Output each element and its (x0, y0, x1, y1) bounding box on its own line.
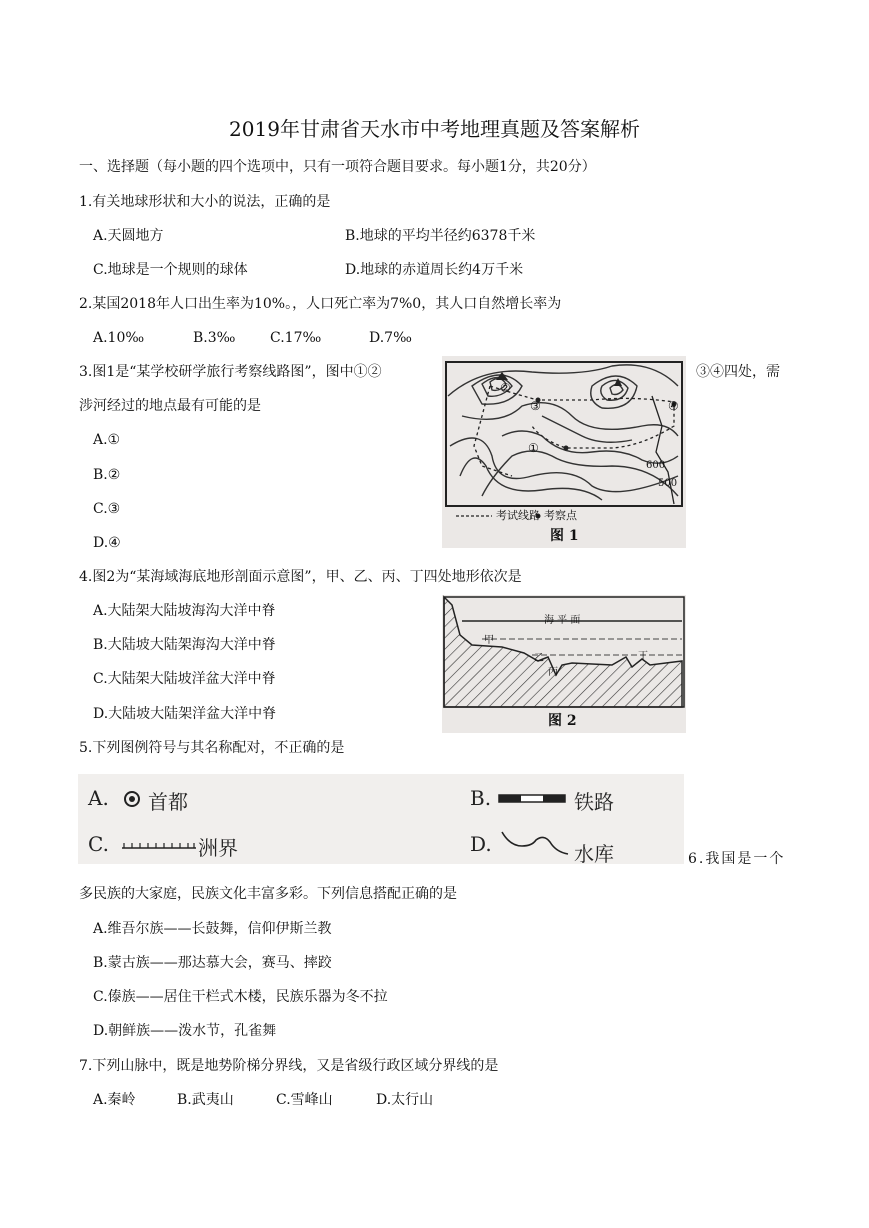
q7-option-a: A.秦岭 (93, 1092, 136, 1108)
legend-name-railway: 铁路 (574, 790, 614, 814)
q1-option-b: B.地球的平均半径约6378千米 (345, 228, 536, 244)
q3-stem-left: 3.图1是“某学校研学旅行考察线路图”，图中①② (79, 364, 382, 380)
q6-stem-tail: 6.我国是一个 (688, 851, 786, 867)
figure-2-caption: 图 2 (548, 713, 577, 729)
figure-1-mark-1: ① (528, 441, 539, 455)
q3-stem-cont: 涉河经过的地点最有可能的是 (79, 398, 261, 414)
q4-option-c: C.大陆架大陆坡洋盆大洋中脊 (93, 671, 276, 687)
q2-stem: 2.某国2018年人口出生率为10%。，人口死亡率为7%0，其人口自然增长率为 (79, 296, 562, 312)
q4-option-b: B.大陆坡大陆架海沟大洋中脊 (93, 637, 276, 653)
q4-option-d: D.大陆坡大陆架洋盆大洋中脊 (93, 706, 277, 722)
q7-stem: 7.下列山脉中，既是地势阶梯分界线，又是省级行政区域分界线的是 (79, 1058, 499, 1074)
q6-option-b: B.蒙古族——那达慕大会，赛马、摔跤 (93, 955, 332, 971)
q2-option-d: D.7‰ (369, 330, 412, 346)
figure-1-mark-3: ③ (530, 399, 541, 413)
q2-option-a: A.10‰ (93, 330, 145, 346)
legend-key-c: C. (88, 832, 109, 856)
label-yi: 乙 (534, 653, 544, 664)
sea-level-label: 海 平 面 (544, 615, 581, 626)
q2-option-b: B.3‰ (193, 330, 236, 346)
q7-option-c: C.雪峰山 (276, 1092, 333, 1108)
contour-label-500: 500 (658, 478, 678, 489)
capital-symbol-icon (122, 789, 142, 809)
q6-stem-cont: 多民族的大家庭，民族文化丰富多彩。下列信息搭配正确的是 (79, 886, 457, 902)
q1-option-d: D.地球的赤道周长约4万千米 (345, 262, 524, 278)
figure-1-mark-4: ④ (668, 399, 679, 413)
contour-label-600: 600 (646, 460, 666, 471)
q4-option-a: A.大陆架大陆坡海沟大洋中脊 (93, 603, 276, 619)
figure-1-caption: 图 1 (550, 528, 579, 544)
label-bing: 丙 (548, 667, 558, 678)
q7-option-b: B.武夷山 (177, 1092, 234, 1108)
q5-stem: 5.下列图例符号与其名称配对，不正确的是 (79, 740, 345, 756)
q6-option-a: A.维吾尔族——长鼓舞，信仰伊斯兰教 (93, 921, 332, 937)
legend-name-capital: 首都 (148, 790, 188, 814)
q3-option-d: D.④ (93, 535, 121, 551)
q3-option-a: A.① (93, 432, 121, 448)
reservoir-symbol-icon (498, 828, 578, 864)
q3-option-b: B.② (93, 467, 121, 483)
legend-name-continent-boundary: 洲界 (198, 836, 238, 860)
legend-point-label: 考察点 (544, 509, 577, 522)
q3-option-c: C.③ (93, 501, 121, 517)
q1-option-c: C.地球是一个规则的球体 (93, 262, 248, 278)
legend-route-label: 考试线路 (496, 509, 540, 522)
legend-key-a: A. (88, 786, 109, 810)
q1-stem: 1.有关地球形状和大小的说法，正确的是 (79, 194, 331, 210)
page-title: 2019年甘肃省天水市中考地理真题及答案解析 (229, 117, 640, 141)
map-symbol-legend-image (78, 774, 684, 864)
q4-stem: 4.图2为“某海域海底地形剖面示意图”，甲、乙、丙、丁四处地形依次是 (79, 569, 522, 585)
q2-option-c: C.17‰ (270, 330, 322, 346)
figure-1-mark-2: ② (500, 381, 511, 395)
figure-2-seabed-profile (442, 595, 686, 733)
q3-stem-right: ③④四处，需 (696, 364, 780, 380)
label-ding: 丁 (638, 651, 648, 662)
legend-key-b: B. (470, 786, 492, 810)
continent-boundary-symbol-icon (122, 840, 198, 850)
q7-option-d: D.太行山 (376, 1092, 434, 1108)
legend-name-reservoir: 水库 (574, 842, 614, 866)
q1-option-a: A.天圆地方 (93, 228, 164, 244)
legend-key-d: D. (470, 832, 492, 856)
section-heading: 一、选择题（每小题的四个选项中，只有一项符合题目要求。每小题1分，共20分） (79, 159, 596, 175)
label-jia: 甲 (484, 635, 494, 646)
figure-1-contour-map (442, 356, 686, 548)
q6-option-c: C.傣族——居住干栏式木楼，民族乐器为冬不拉 (93, 989, 388, 1005)
railway-symbol-icon (498, 793, 568, 805)
q6-option-d: D.朝鲜族——泼水节，孔雀舞 (93, 1023, 277, 1039)
